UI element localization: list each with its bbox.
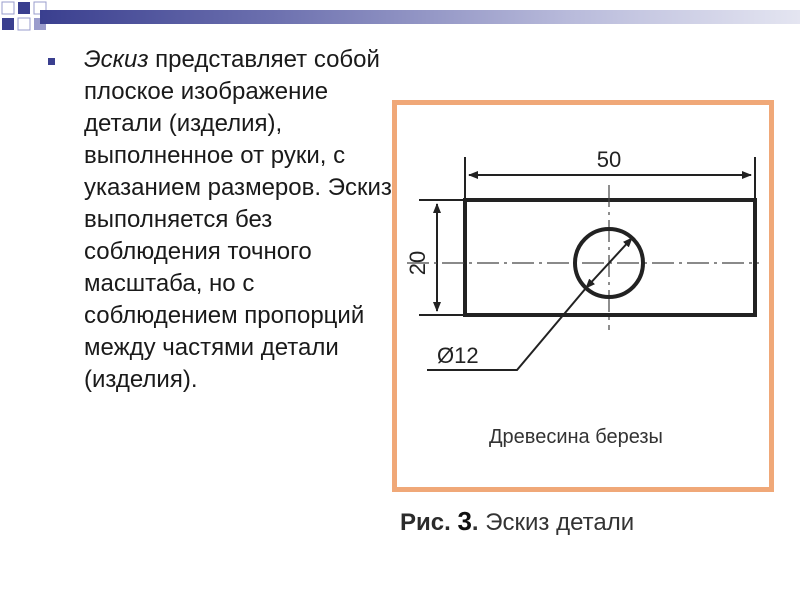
figure-frame [392, 100, 774, 492]
width-dimension-label: 50 [596, 147, 622, 172]
figure-caption [400, 506, 780, 537]
term-emphasis: Эскиз [84, 46, 149, 73]
caption-label: Рис. [400, 509, 451, 536]
caption-dot: . [471, 509, 479, 536]
diameter-label: Ø12 [437, 343, 479, 368]
caption-title: Эскиз детали [485, 509, 635, 536]
title-band [0, 0, 800, 40]
square-bullet-icon [48, 58, 55, 65]
caption-number: 3 [457, 506, 472, 536]
sketch-drawing [397, 105, 769, 487]
definition-text: представляет собой плоское изображение детали (изделия), выполненное от руки, с указанием размеров. Эскиз выполняется без соблюдения точного масштаба, но с соблюдением пропорций между частями детали (изделия). [84, 46, 392, 393]
title-gradient-bar [40, 10, 800, 24]
material-label: Древесина березы [489, 426, 663, 448]
bullet-paragraph [84, 44, 394, 396]
height-dimension-label: 20 [405, 250, 430, 276]
